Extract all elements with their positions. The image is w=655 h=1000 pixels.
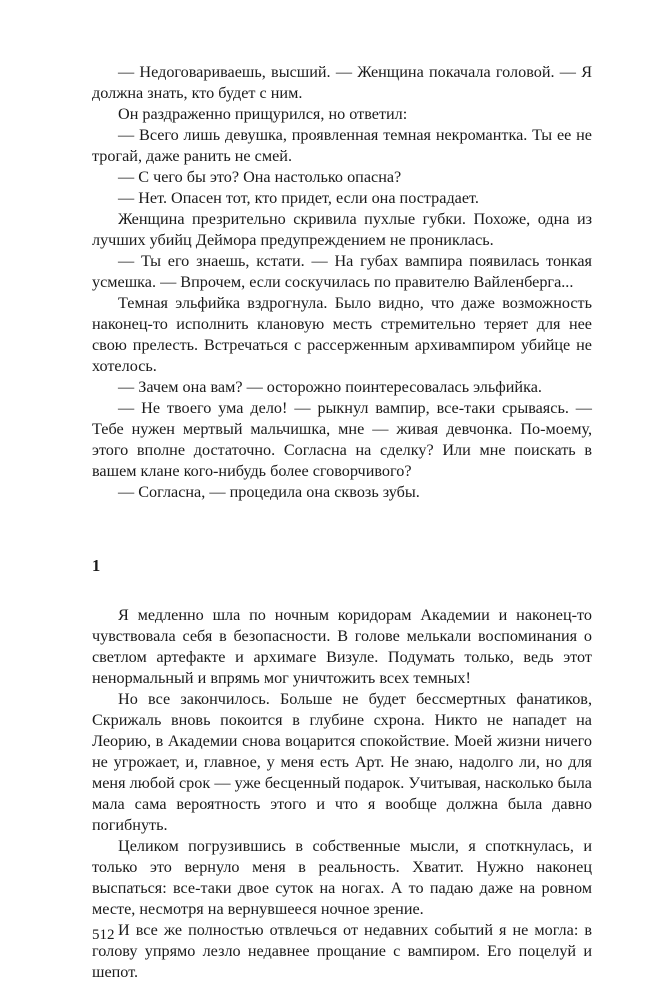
paragraph: Он раздраженно прищурился, но ответил: [118, 105, 408, 123]
paragraph: Темная эльфийка вздрогнула. Было видно, что даже возможность наконец-то исполнить клановую месть стремительно теряет для нее свою прелесть. Встречаться с рассерженным архивампиром убийце не хотелось. [92, 294, 592, 375]
paragraph: — Не твоего ума дело! — рыкнул вампир, все-таки срываясь. — Тебе нужен мертвый мальчишка, мне — живая девчонка. По-моему, этого вполне достаточно. Согласна на сделку? Или мне поискать в вашем клане кого-нибудь более сговорчивого? [92, 399, 592, 480]
paragraph: — Ты его знаешь, кстати. — На губах вампира появилась тонкая усмешка. — Впрочем, если соскучилась по правителю Вайленберга... [92, 252, 592, 291]
page-number: 512 [92, 927, 115, 943]
paragraph: Но все закончилось. Больше не будет бессмертных фанатиков, Скрижаль вновь покоится в глубине схрона. Никто не нападет на Леорию, в Академии снова воцарится спокойствие. Моей жизни ничего не угрожает, и, главное, у меня есть Арт. Не знаю, надолго ли, но для меня любой срок — уже бесценный подарок. Учитывая, насколько была мала сама вероятность этого и что я вообще должна была давно погибнуть. [92, 690, 592, 834]
paragraph: — С чего бы это? Она настолько опасна? [118, 168, 402, 186]
paragraph: Целиком погрузившись в собственные мысли, я споткнулась, и только это вернуло меня в реальность. Хватит. Нужно наконец выспаться: все-таки двое суток на ногах. А то падаю даже на ровном месте, несмотря на вернувшееся ночное зрение. [92, 837, 592, 918]
paragraph: Я медленно шла по ночным коридорам Академии и наконец-то чувствовала себя в безопасности. В голове мелькали воспоминания о светлом артефакте и архимаге Визуле. Подумать только, ведь этот ненормальный и впрямь мог уничтожить всех темных! [92, 606, 592, 687]
paragraph: — Недоговариваешь, высший. — Женщина покачала головой. — Я должна знать, кто будет с ним. [92, 63, 592, 102]
paragraph: — Нет. Опасен тот, кто придет, если она пострадает. [118, 189, 479, 207]
paragraph: — Всего лишь девушка, проявленная темная некромантка. Ты ее не трогай, даже ранить не смей. [92, 126, 592, 165]
page-body [92, 62, 592, 983]
paragraph: — Зачем она вам? — осторожно поинтересовалась эльфийка. [118, 378, 542, 396]
paragraph: И все же полностью отвлечься от недавних событий я не могла: в голову упрямо лезло недавнее прощание с вампиром. Его поцелуй и шепот. [92, 921, 592, 981]
paragraph: — Согласна, — процедила она сквозь зубы. [118, 483, 420, 501]
paragraph: Женщина презрительно скривила пухлые губки. Похоже, одна из лучших убийц Деймора предупреждением не прониклась. [92, 210, 592, 249]
chapter-heading: 1 [92, 556, 101, 575]
